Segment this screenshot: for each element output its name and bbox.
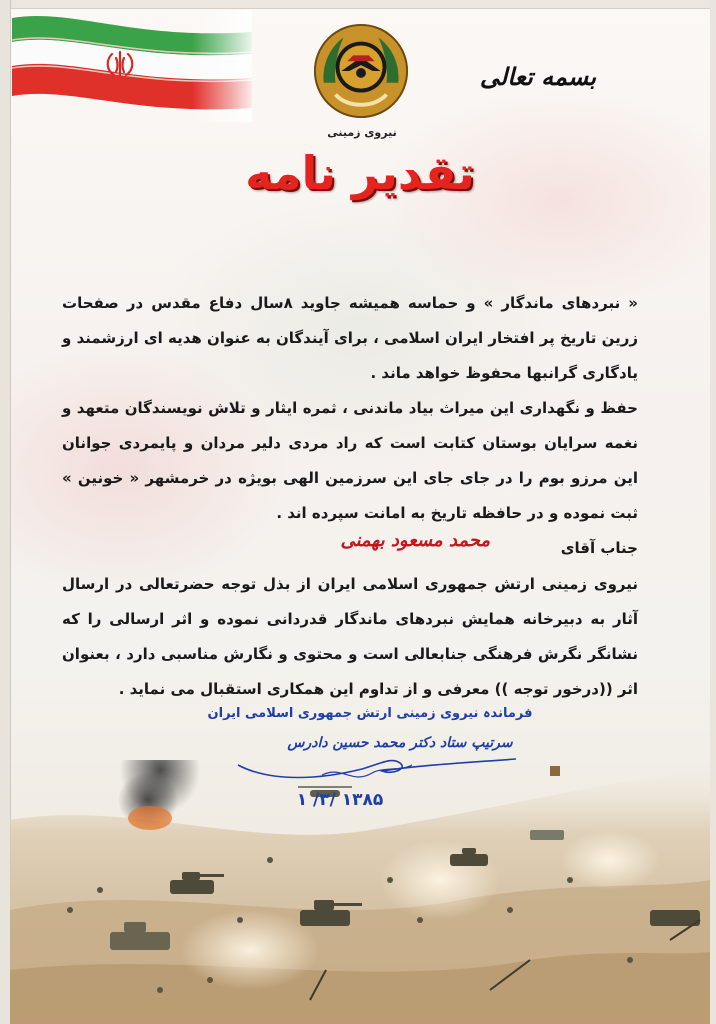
page-title: تقدیر نامه — [245, 146, 475, 200]
bismillah-heading: بسمه تعالی — [479, 62, 596, 91]
paragraph-intro: « نبردهای ماندگار » و حماسه همیشه جاوید ۸سال دفاع مقدس در صفحات زرین تاریخ پر افتخار ایران اسلامی ، برای آیندگان به عنوان هدیه ای ارزشمند و یادگاری گرانبها محفوظ خواهد ماند . — [62, 294, 638, 382]
document-date: ۱۳۸۵ /۳/ ۱ — [296, 790, 384, 810]
top-border — [0, 0, 716, 9]
signature-organization: فرماندہ نیروی زمینی ارتش جمهوری اسلامی ایران — [207, 706, 533, 721]
recipient-label: جناب آقای — [560, 539, 638, 557]
letter-body — [62, 286, 638, 707]
emblem-caption: نیروی زمینی — [327, 126, 397, 139]
paragraph-heritage: حفظ و نگهداری این میراث بیاد ماندنی ، ثمره ایثار و تلاش نویسندگان متعهد و نغمه سرایان بوستان کتابت است که راد مردی دلیر مردان و پایمردی جوانان این مرزو بوم را در جای جای این سرزمین الهی بویژه در خرمشهر « خونین » ثبت نموده و در حافظه تاریخ به امانت سپرده اند . — [62, 399, 638, 522]
paragraph-appreciation: نیروی زمینی ارتش جمهوری اسلامی ایران از بذل توجه حضرتعالی در ارسال آثار به دبیرخانه همایش نبردهای ماندگار قدردانی نموده و اثر ارسالی را که نشانگر نگرش فرهنگی جنابعالی است و محتوی و نگارش مناسبی دارد ، بعنوان اثر ((درخور توجه )) معرفی و از تداوم این همکاری استقبال می نماید . — [62, 575, 638, 698]
iran-flag-icon — [12, 10, 252, 122]
right-border — [710, 0, 716, 1024]
signature-name: سرتیپ ستاد دکتر محمد حسین دادرس — [287, 735, 513, 751]
army-emblem-icon — [312, 22, 410, 120]
signature-scrawl-icon — [232, 735, 522, 795]
recipient-row — [62, 531, 638, 567]
recipient-name: محمد مسعود بهمنی — [340, 530, 490, 551]
